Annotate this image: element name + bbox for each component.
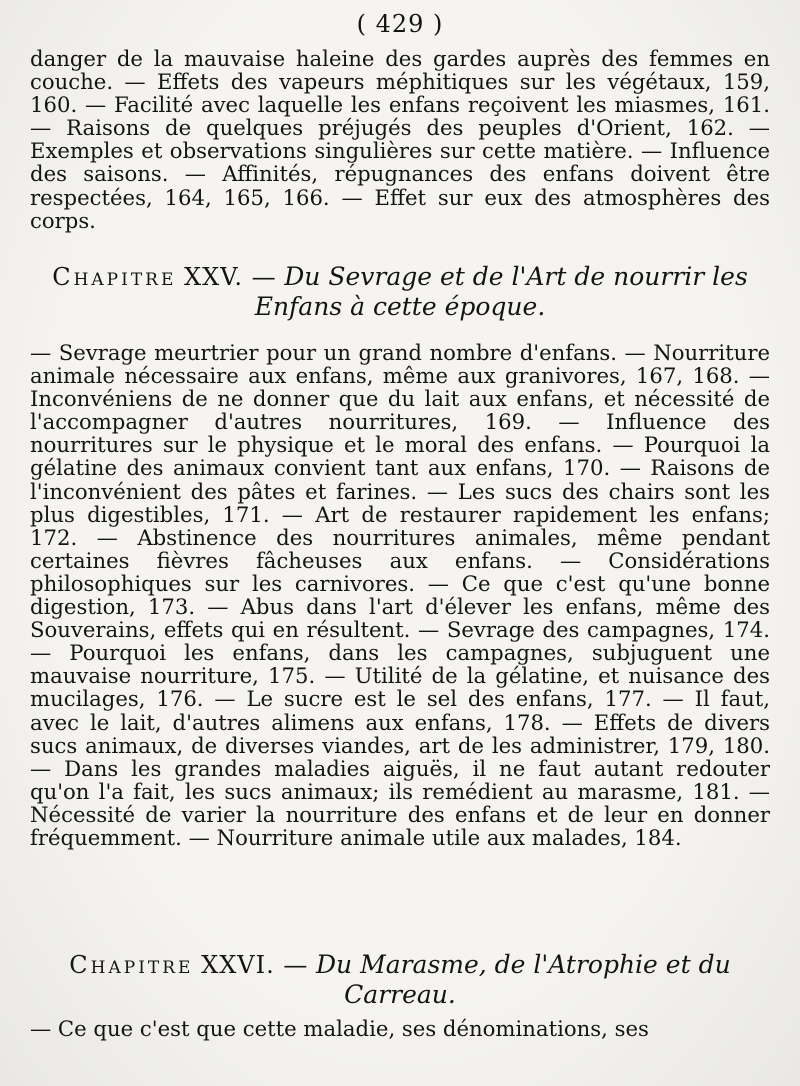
index-paragraph-1: danger de la mauvaise haleine des gardes auprès des femmes en couche. — Effets des vapeurs méphitiques sur les végétaux, 159, 160. — Facilité avec laquelle les enfans reçoivent les miasmes, 161. — Raisons de quelques préjugés des peuples d'Orient, 162. — Exemples et observations singulières sur cette matière. — Influence des saisons. — Affinités, répugnances des enfans doivent être respectées, 164, 165, 166. — Effet sur eux des atmosphères des corps. xyxy=(30,46,770,233)
chapter-heading-26 xyxy=(30,950,770,1010)
chapter-label: Chapitre xyxy=(69,951,194,979)
chapter-label: Chapitre xyxy=(52,263,177,291)
page-number: ( 429 ) xyxy=(356,10,444,38)
chapter-number: XXVI. — xyxy=(201,951,309,979)
chapter-number: XXV. — xyxy=(184,263,277,291)
chapter-title: Du Sevrage et de l'Art de nourrir les Enfans à cette époque. xyxy=(254,262,748,321)
chapter-title: Du Marasme, de l'Atrophie et du Carreau. xyxy=(316,950,731,1009)
chapter-heading-25 xyxy=(30,262,770,322)
index-paragraph-3: — Ce que c'est que cette maladie, ses dénominations, ses xyxy=(30,1016,649,1041)
index-paragraph-2: — Sevrage meurtrier pour un grand nombre d'enfans. — Nourriture animale nécessaire aux enfans, même aux granivores, 167, 168. — Inconvéniens de ne donner que du lait aux enfans, et nécessité de l'accompagner d'autres nourritures, 169. — Influence des nourritures sur le physique et le moral des enfans. — Pourquoi la gélatine des animaux convient tant aux enfans, 170. — Raisons de l'inconvénient des pâtes et farines. — Les sucs des chairs sont les plus digestibles, 171. — Art de restaurer rapidement les enfans; 172. — Abstinence des nourritures animales, même pendant certaines fièvres fâcheuses aux enfans. — Considérations philosophiques sur les carnivores. — Ce que c'est qu'une bonne digestion, 173. — Abus dans l'art d'élever les enfans, même des Souverains, effets qui en résultent. — Sevrage des campagnes, 174. — Pourquoi les enfans, dans les campagnes, subjuguent une mauvaise nourriture, 175. — Utilité de la gélatine, et nuisance des mucilages, 176. — Le sucre est le sel des enfans, 177. — Il faut, avec le lait, d'autres alimens aux enfans, 178. — Effets de divers sucs animaux, de diverses viandes, art de les administrer, 179, 180. — Dans les grandes maladies aiguës, il ne faut autant redouter qu'on l'a fait, les sucs animaux; ils remédient au marasme, 181. — Nécessité de varier la nourriture des enfans et de leur en donner fréquemment. — Nourriture animale utile aux malades, 184. xyxy=(30,340,770,850)
